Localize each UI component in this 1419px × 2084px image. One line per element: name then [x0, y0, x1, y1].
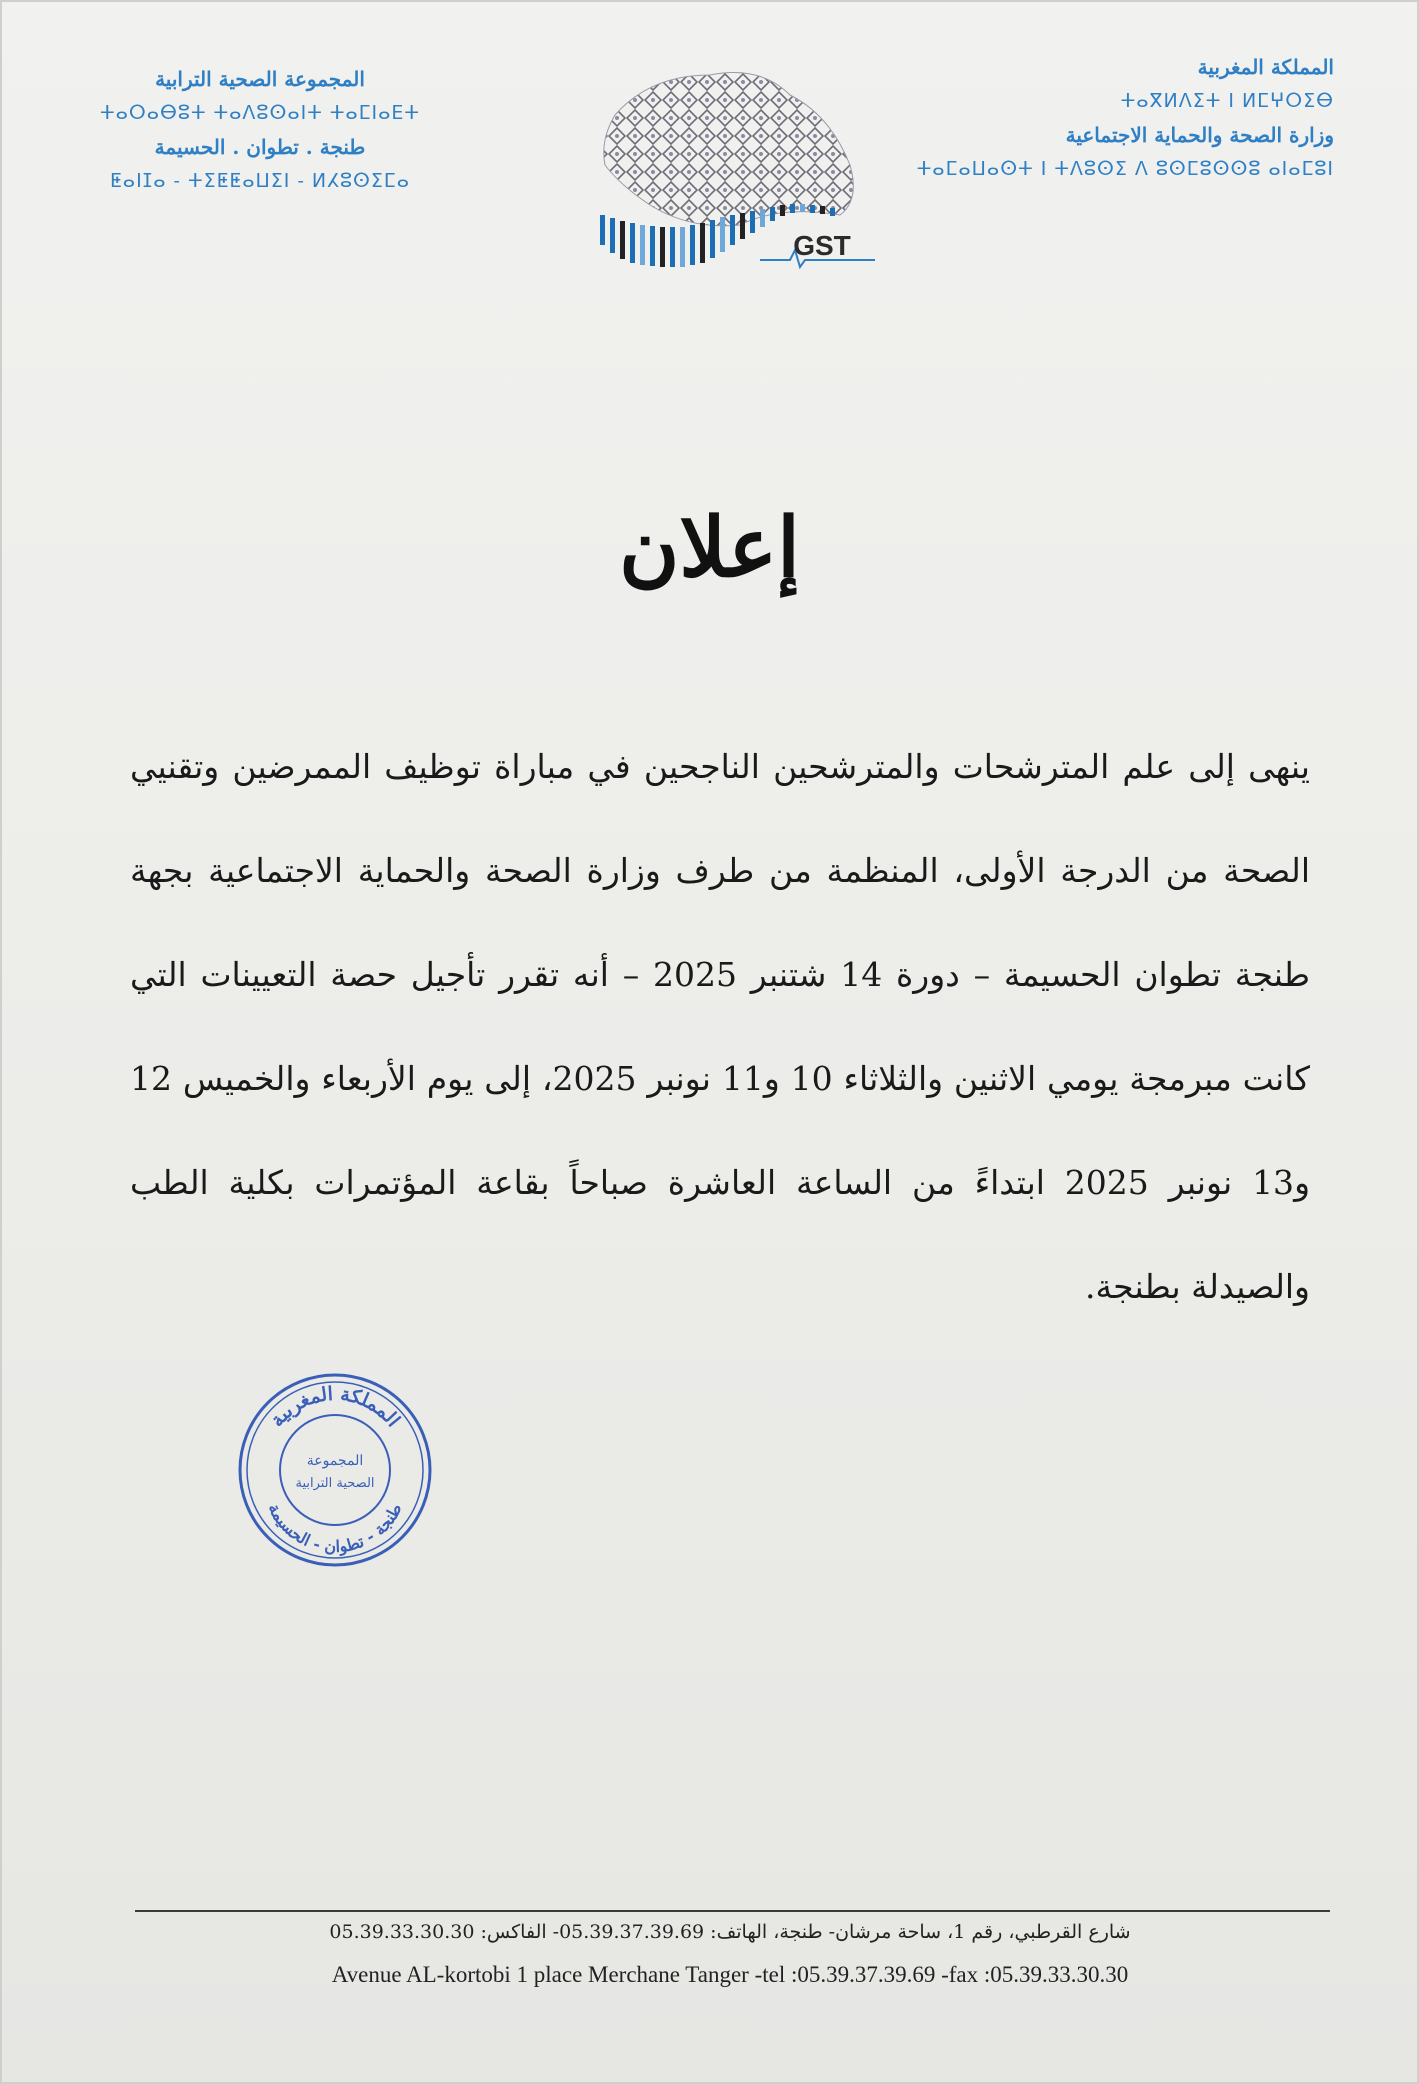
- group-name: المجموعة الصحية الترابية: [155, 67, 365, 91]
- stamp-outer-text: المملكة المغربية: [266, 1382, 405, 1432]
- footer-divider: [135, 1910, 1330, 1912]
- gst-logo: [590, 55, 890, 280]
- announcement-body: ينهى إلى علم المترشحات والمترشحين الناجحين في مباراة توظيف الممرضين وتقنيي الصحة من الدرجة الأولى، المنظمة من طرف وزارة الصحة والحماية الاجتماعية بجهة طنجة تطوان الحسيمة – دورة 14 شتنبر 2025 – أنه تقرر تأجيل حصة التعيينات التي كانت مبرمجة يومي الاثنين والثلاثاء 10 و11 نونبر 2025، إلى يوم الأربعاء والخميس 12 و13 نونبر 2025 ابتداءً من الساعة العاشرة صباحاً بقاعة المؤتمرات بكلية الطب والصيدلة بطنجة.: [130, 747, 1311, 1306]
- header-ministry: [874, 50, 1334, 186]
- official-stamp: [235, 1370, 435, 1570]
- logo-text: GST: [793, 230, 851, 261]
- header-health-group: [95, 62, 425, 198]
- announcement-title: إعلان: [619, 500, 800, 596]
- region-name-tifinagh: ⵟⴰⵏⵊⴰ - ⵜⵉⵟⵟⴰⵡⵉⵏ - ⵍⵃⵓⵙⵉⵎⴰ: [109, 170, 411, 192]
- ministry-name-tifinagh: ⵜⴰⵎⴰⵡⴰⵙⵜ ⵏ ⵜⴷⵓⵙⵉ ⴷ ⵓⵙⵎⵓⵙⵙⵓ ⴰⵏⴰⵎⵓⵏ: [916, 158, 1334, 180]
- group-name-tifinagh: ⵜⴰⵔⴰⴱⵓⵜ ⵜⴰⴷⵓⵙⴰⵏⵜ ⵜⴰⵎⵏⴰⴹⵜ: [100, 102, 420, 124]
- stamp-outer-bottom-text: طنجة - تطوان - الحسيمة: [264, 1500, 406, 1557]
- footer-address-latin: Avenue AL-kortobi 1 place Merchane Tanger -tel :05.39.37.39.69 -fax :05.39.33.30.30: [331, 1962, 1129, 1987]
- stamp-inner-line-2: الصحية الترابية: [295, 1476, 375, 1491]
- ministry-name: وزارة الصحة والحماية الاجتماعية: [1065, 123, 1334, 147]
- country-name-tifinagh: ⵜⴰⴳⵍⴷⵉⵜ ⵏ ⵍⵎⵖⵔⵉⴱ: [1120, 90, 1334, 112]
- country-name: المملكة المغربية: [1197, 55, 1334, 79]
- stamp-inner-line-1: المجموعة: [306, 1453, 364, 1469]
- footer-address-arabic: شارع القرطبي، رقم 1، ساحة مرشان- طنجة، الهاتف: 05.39.37.39.69- الفاكس: 05.39.33.30.30: [329, 1921, 1131, 1943]
- region-name: طنجة . تطوان . الحسيمة: [154, 135, 366, 159]
